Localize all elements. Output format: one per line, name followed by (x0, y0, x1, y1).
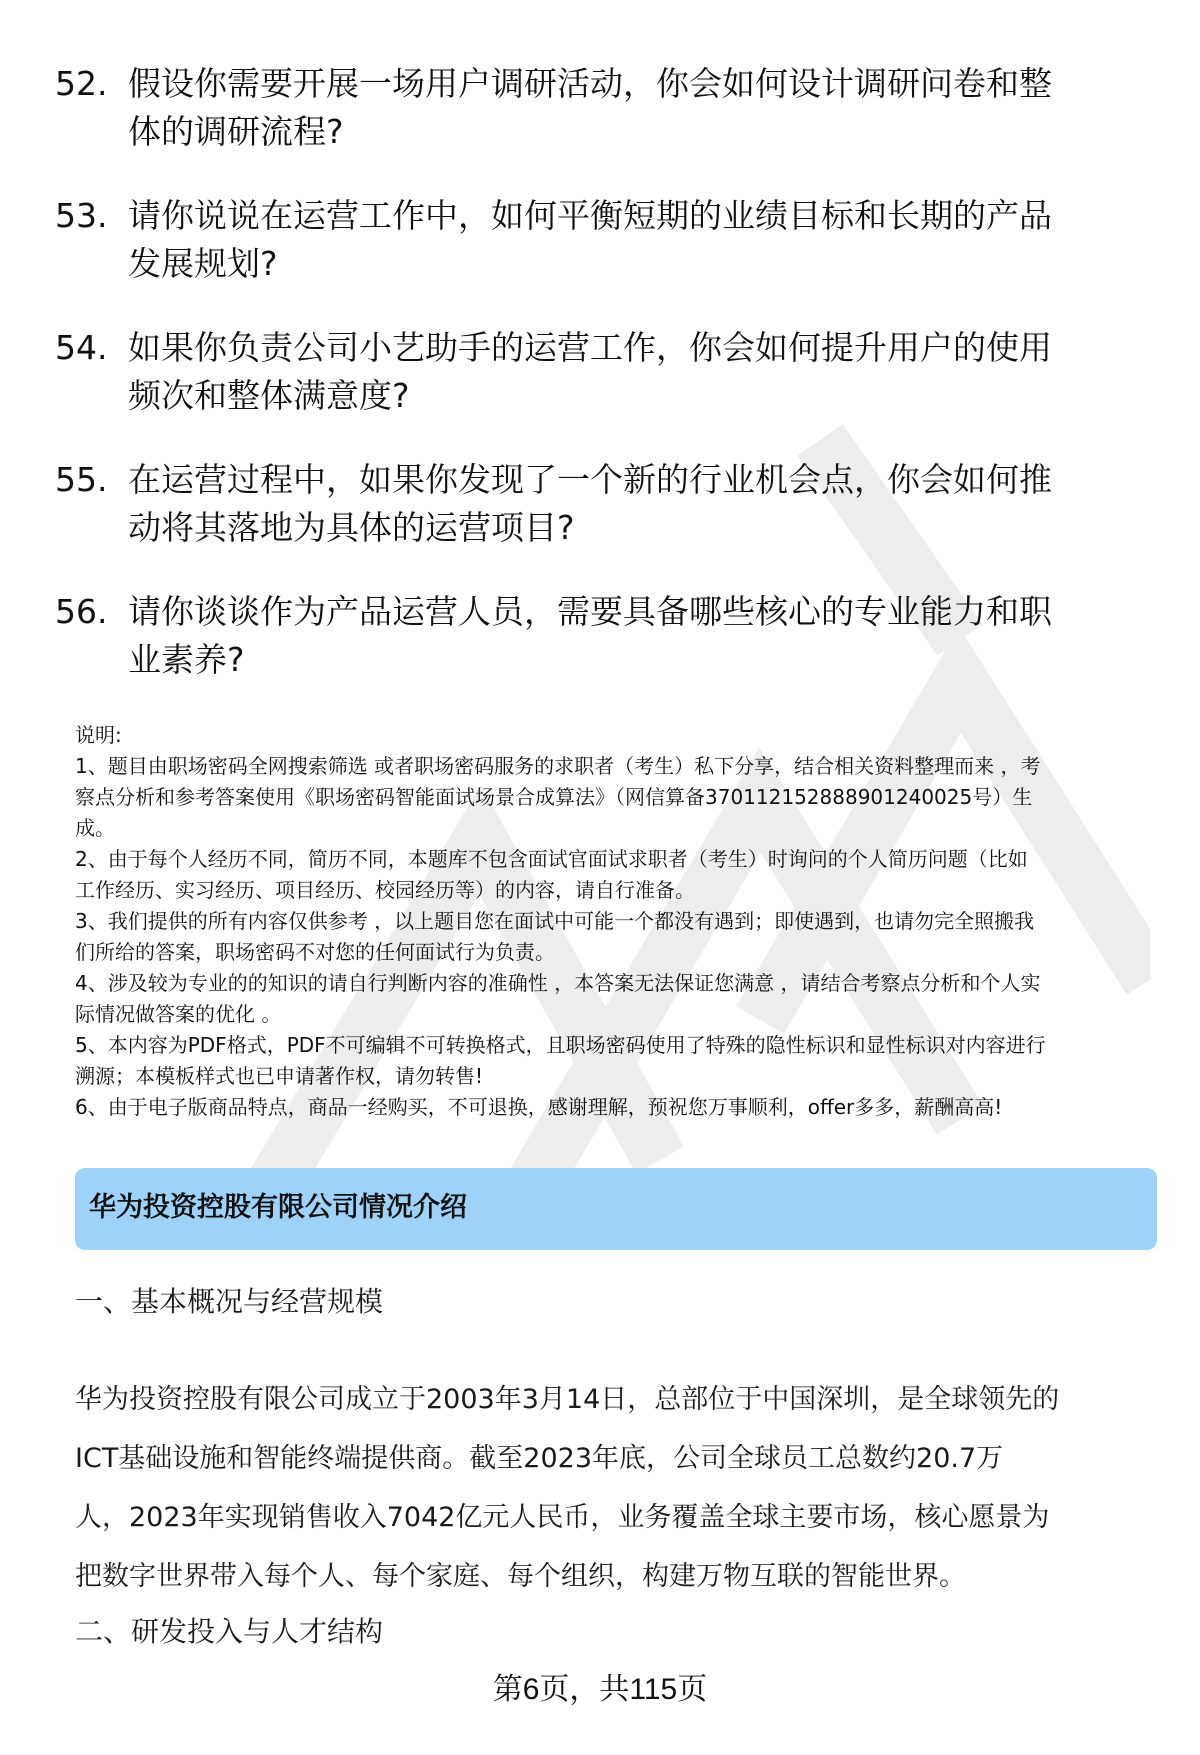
note-line: 6、由于电子版商品特点，商品一经购买，不可退换，感谢理解，预祝您万事顺利，offer多多，薪酬高高! (75, 1095, 1003, 1119)
note-line: 3、我们提供的所有内容仅供参考 ，以上题目您在面试中可能一个都没有遇到；即使遇到，也请勿完全照搬我 (75, 909, 1035, 933)
note-line: 2、由于每个人经历不同，简历不同，本题库不包含面试官面试求职者（考生）时询问的个人简历问题（比如 (75, 847, 1028, 871)
note-line: 际情况做答案的优化 。 (75, 1002, 282, 1026)
question-text-line: 假设你需要开展一场用户调研活动，你会如何设计调研问卷和整 (128, 64, 1052, 103)
section-heading-rnd: 二、研发投入与人才结构 (75, 1615, 384, 1648)
section-banner (75, 1168, 1157, 1250)
question-text-line: 业素养? (128, 640, 245, 679)
question-text-line: 动将其落地为具体的运营项目? (128, 508, 575, 547)
notes-block (75, 720, 1160, 1123)
question-53 (55, 192, 1155, 288)
section-heading-overview: 一、基本概况与经营规模 (75, 1285, 384, 1318)
note-line: 们所给的答案，职场密码不对您的任何面试行为负责。 (75, 940, 555, 964)
question-text-line: 如果你负责公司小艺助手的运营工作，你会如何提升用户的使用 (128, 328, 1052, 367)
question-text-line: 体的调研流程? (128, 112, 344, 151)
question-text-line: 请你说说在运营工作中，如何平衡短期的业绩目标和长期的产品 (128, 196, 1052, 235)
question-55 (55, 456, 1155, 552)
question-text-line: 请你谈谈作为产品运营人员，需要具备哪些核心的专业能力和职 (128, 592, 1052, 631)
note-line: 成。 (75, 816, 115, 840)
question-number: 52. (55, 64, 108, 103)
note-line: 察点分析和参考答案使用《职场密码智能面试场景合成算法》（网信算备370112152888901240025号）生 (75, 785, 1033, 809)
notes-title: 说明: (75, 723, 122, 747)
question-number: 54. (55, 328, 108, 367)
paragraph-line: 华为投资控股有限公司成立于2003年3月14日，总部位于中国深圳，是全球领先的 (75, 1384, 1060, 1415)
note-line: 溯源；本模板样式也已申请著作权，请勿转售! (75, 1064, 484, 1088)
question-text-line: 频次和整体满意度? (128, 376, 410, 415)
question-text-line: 发展规划? (128, 244, 278, 283)
banner-title: 华为投资控股有限公司情况介绍 (89, 1192, 467, 1223)
question-54 (55, 324, 1155, 420)
note-line: 4、涉及较为专业的的知识的请自行判断内容的准确性 ，本答案无法保证您满意 ，请结合考察点分析和个人实 (75, 971, 1041, 995)
question-number: 56. (55, 592, 108, 631)
company-paragraph (75, 1370, 1165, 1606)
note-line: 1、题目由职场密码全网搜索筛选 或者职场密码服务的求职者（考生）私下分享，结合相关资料整理而来 ，考 (75, 754, 1041, 778)
paragraph-line: 人，2023年实现销售收入7042亿元人民币，业务覆盖全球主要市场，核心愿景为 (75, 1502, 1050, 1533)
paragraph-line: 把数字世界带入每个人、每个家庭、每个组织，构建万物互联的智能世界。 (75, 1561, 966, 1592)
note-line: 工作经历、实习经历、项目经历、校园经历等）的内容，请自行准备。 (75, 878, 695, 902)
paragraph-line: ICT基础设施和智能终端提供商。截至2023年底，公司全球员工总数约20.7万 (75, 1443, 1004, 1474)
page-number: 第6页，共115页 (492, 1673, 708, 1706)
note-line: 5、本内容为PDF格式，PDF不可编辑不可转换格式，且职场密码使用了特殊的隐性标识和显性标识对内容进行 (75, 1033, 1046, 1057)
question-number: 55. (55, 460, 108, 499)
question-52 (55, 60, 1155, 156)
question-number: 53. (55, 196, 108, 235)
question-56 (55, 588, 1155, 684)
question-text-line: 在运营过程中，如果你发现了一个新的行业机会点，你会如何推 (128, 460, 1052, 499)
